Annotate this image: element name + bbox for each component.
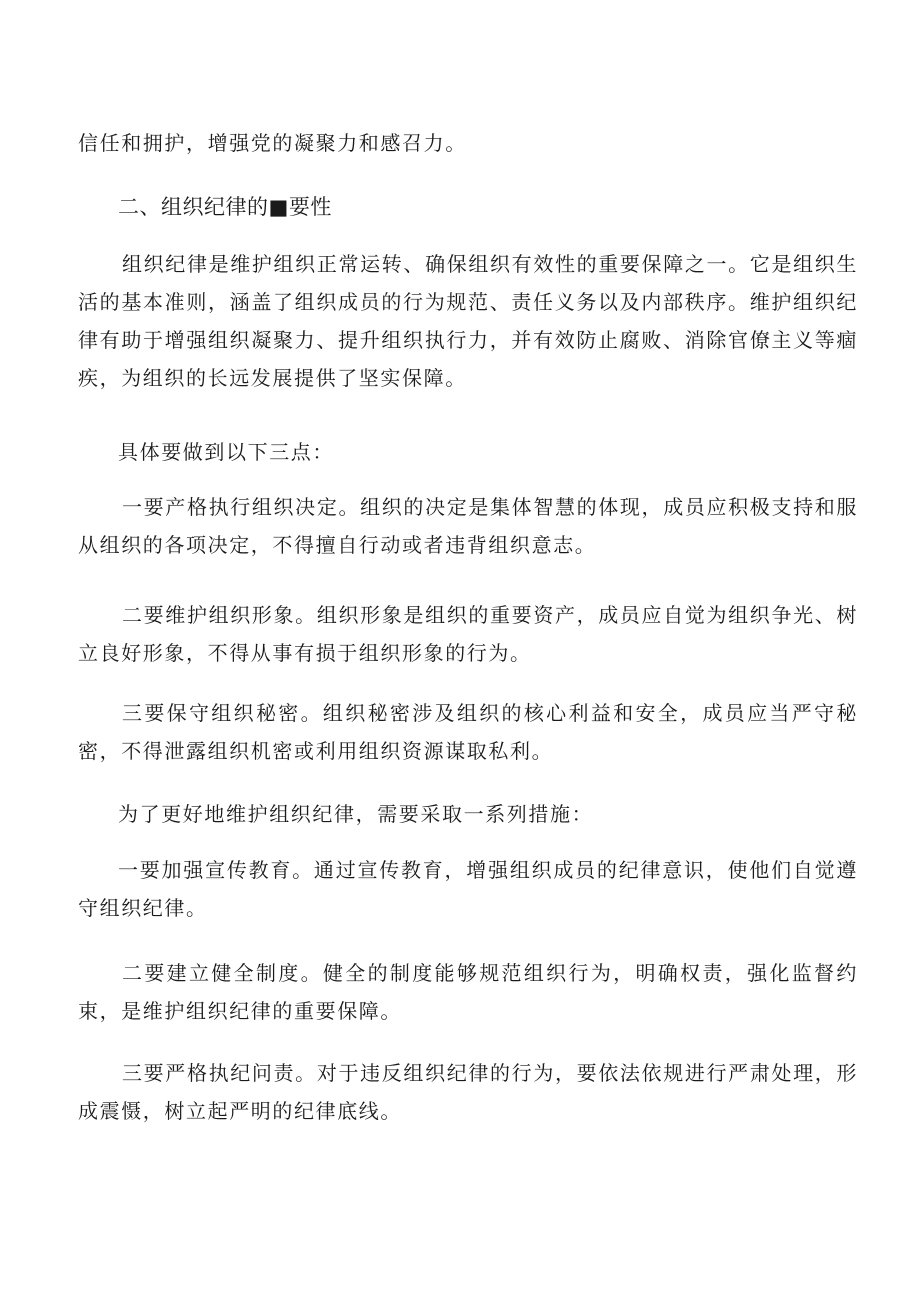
section-heading: 二、组织纪律的■要性 [118,195,332,219]
paragraph-measure-3: 三要严格执纪问责。对于违反组织纪律的行为，要依法依规进行严肃处理，形成震慑，树立起严明的纪律底线。 [78,1061,858,1123]
paragraph-point-1: 一要产格执行组织决定。组织的决定是集体智慧的体现，成员应积极支持和服从组织的各项决定，不得擅自行动或者违背组织意志。 [78,495,858,557]
paragraph-measure-1: 一要加强宣传教育。通过宣传教育，增强组织成员的纪律意识，使他们自觉遵守组织纪律。 [78,858,858,920]
paragraph-three-points: 具体要做到以下三点： [118,440,334,464]
paragraph-intro: 组织纪律是维护组织正常运转、确保组织有效性的重要保障之一。它是组织生活的基本准则，涵盖了组织成员的行为规范、责任义务以及内部秩序。维护组织纪律有助于增强组织凝聚力、提升组织执行力，并有效防止腐败、消除官僚主义等痼疾，为组织的长远发展提供了坚实保障。 [78,252,858,390]
paragraph-measures-intro: 为了更好地维护组织纪律，需要采取一系列措施： [118,802,594,826]
paragraph-point-2: 二要维护组织形象。组织形象是组织的重要资产，成员应自觉为组织争光、树立良好形象，不得从事有损于组织形象的行为。 [78,603,858,665]
paragraph-continuation: 信任和拥护，增强党的凝聚力和感召力。 [78,131,467,155]
paragraph-measure-2: 二要建立健全制度。健全的制度能够规范组织行为，明确权责，强化监督约束，是维护组织纪律的重要保障。 [78,961,858,1023]
paragraph-point-3: 三要保守组织秘密。组织秘密涉及组织的核心利益和安全，成员应当严守秘密，不得泄露组织机密或利用组织资源谋取私利。 [78,701,858,763]
